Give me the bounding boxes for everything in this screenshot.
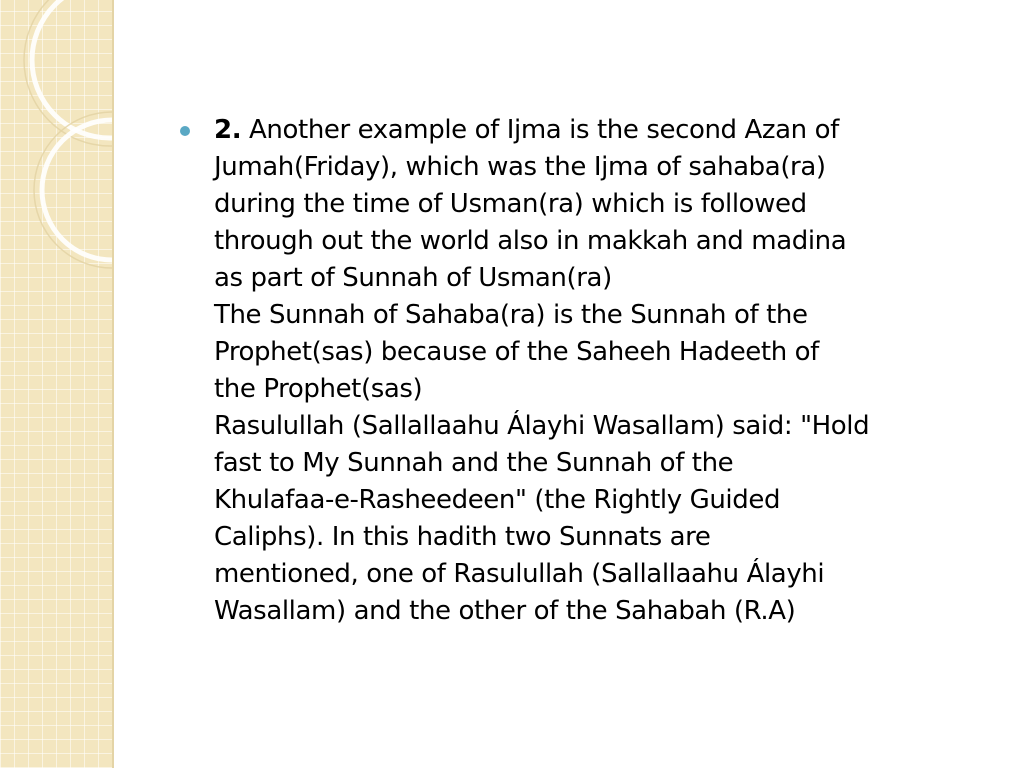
bullet-line-8: the Prophet(sas)	[214, 374, 423, 404]
bullet-line-5: as part of Sunnah of Usman(ra)	[214, 263, 612, 293]
decorative-side-band	[0, 0, 114, 768]
band-edge	[112, 0, 114, 768]
bullet-line-9: Rasulullah (Sallallaahu Álayhi Wasallam) said: "Hold	[214, 411, 870, 441]
bullet-line-3: during the time of Usman(ra) which is followed	[214, 189, 807, 219]
bullet-item	[180, 112, 1000, 630]
bullet-line-10: fast to My Sunnah and the Sunnah of the	[214, 448, 734, 478]
bullet-line-6: The Sunnah of Sahaba(ra) is the Sunnah of the	[214, 300, 808, 330]
bullet-number: 2.	[214, 115, 242, 145]
bullet-line-11: Khulafaa-e-Rasheedeen" (the Rightly Guided	[214, 485, 781, 515]
bullet-text	[214, 112, 1000, 630]
slide-content	[180, 112, 1000, 630]
bullet-dot-icon	[180, 126, 190, 136]
bullet-line-12: Caliphs). In this hadith two Sunnats are	[214, 522, 711, 552]
bullet-line-14: Wasallam) and the other of the Sahabah (R.A)	[214, 596, 796, 626]
bullet-line-1	[214, 112, 1000, 149]
bullet-line-7: Prophet(sas) because of the Saheeh Hadeeth of	[214, 337, 819, 367]
bullet-line-text: Another example of Ijma is the second Azan of	[249, 115, 839, 145]
bullet-line-13: mentioned, one of Rasulullah (Sallallaahu Álayhi	[214, 559, 825, 589]
decorative-arcs	[0, 0, 114, 320]
bullet-line-2: Jumah(Friday), which was the Ijma of sahaba(ra)	[214, 152, 826, 182]
bullet-line-4: through out the world also in makkah and madina	[214, 226, 847, 256]
